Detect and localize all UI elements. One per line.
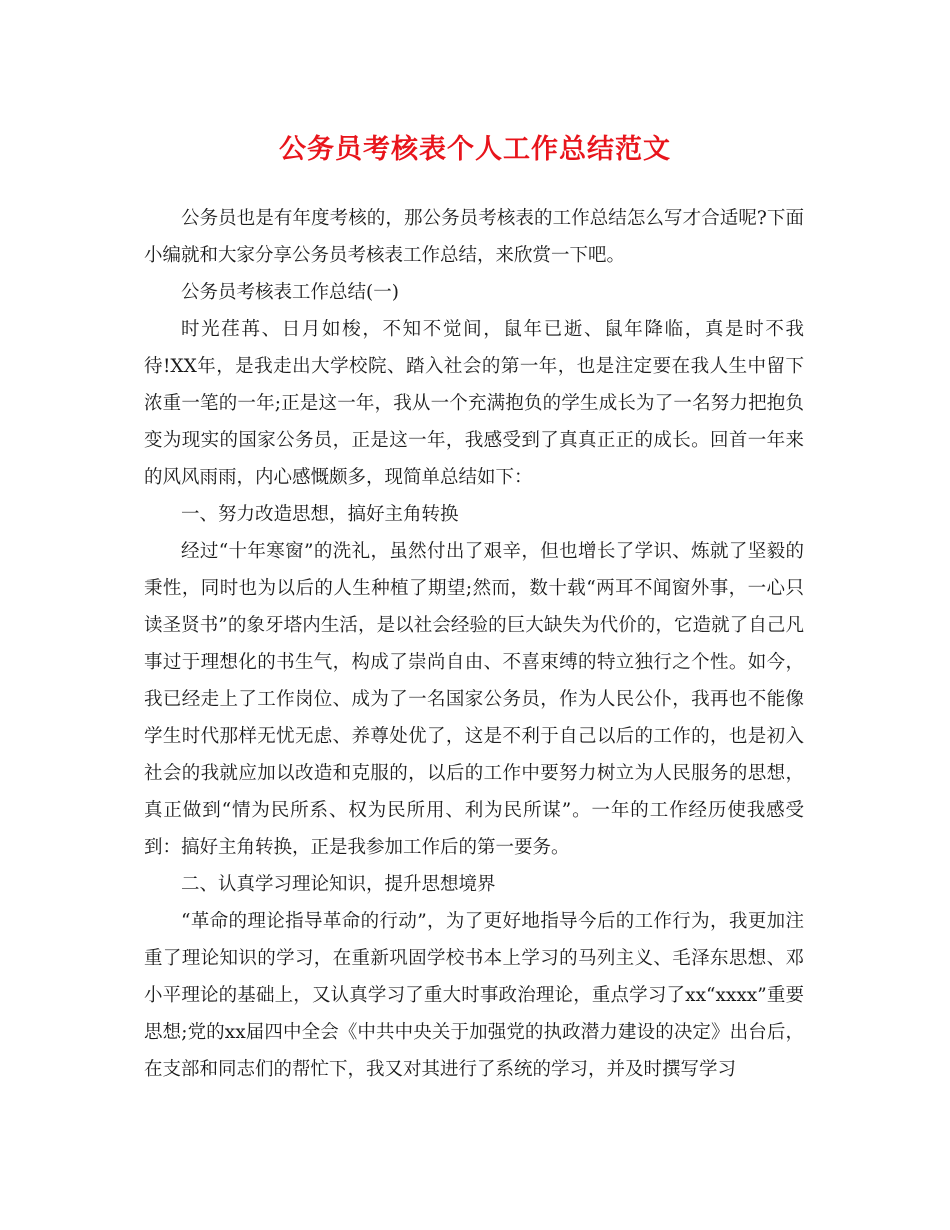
paragraph-body: 时光荏苒、日月如梭，不知不觉间，鼠年已逝、鼠年降临，真是时不我待!XX年，是我走出大学校院、踏入社会的第一年，也是注定要在我人生中留下浓重一笔的一年;正是这一年，我从一个充满抱负的学生成长为了一名努力把抱负变为现实的国家公务员，正是这一年，我感受到了真真正正的成长。回首一年来的风风雨雨，内心感慨颇多，现简单总结如下：: [144, 319, 804, 488]
paragraph-body: “革命的理论指导革命的行动”，为了更好地指导今后的工作行为，我更加注重了理论知识的学习，在重新巩固学校书本上学习的马列主义、毛泽东思想、邓小平理论的基础上，又认真学习了重大时事政治理论，重点学习了xx“xxxx”重要思想;党的xx届四中全会《中共中央关于加强党的执政潜力建设的决定》出台后，在支部和同志们的帮忙下，我又对其进行了系统的学习，并及时撰写学习: [144, 911, 804, 1080]
paragraph-intro: 公务员也是有年度考核的，那公务员考核表的工作总结怎么写才合适呢?下面小编就和大家分享公务员考核表工作总结，来欣赏一下吧。: [144, 208, 804, 266]
paragraph-section-heading: 公务员考核表工作总结(一): [181, 282, 399, 303]
document-title: 公务员考核表个人工作总结范文: [279, 134, 671, 165]
document-body: [144, 200, 804, 1088]
paragraph-subheading: 二、认真学习理论知识，提升思想境界: [181, 874, 496, 895]
paragraph-subheading: 一、努力改造思想，搞好主角转换: [181, 504, 459, 525]
paragraph-body: 经过“十年寒窗”的洗礼，虽然付出了艰辛，但也增长了学识、炼就了坚毅的秉性，同时也为以后的人生种植了期望;然而，数十载“两耳不闻窗外事，一心只读圣贤书”的象牙塔内生活，是以社会经验的巨大缺失为代价的，它造就了自己凡事过于理想化的书生气，构成了崇尚自由、不喜束缚的特立独行之个性。如今，我已经走上了工作岗位、成为了一名国家公务员，作为人民公仆，我再也不能像学生时代那样无忧无虑、养尊处优了，这是不利于自己以后的工作的，也是初入社会的我就应加以改造和克服的，以后的工作中要努力树立为人民服务的思想，真正做到“情为民所系、权为民所用、利为民所谋”。一年的工作经历使我感受到：搞好主角转换，正是我参加工作后的第一要务。: [144, 541, 804, 858]
